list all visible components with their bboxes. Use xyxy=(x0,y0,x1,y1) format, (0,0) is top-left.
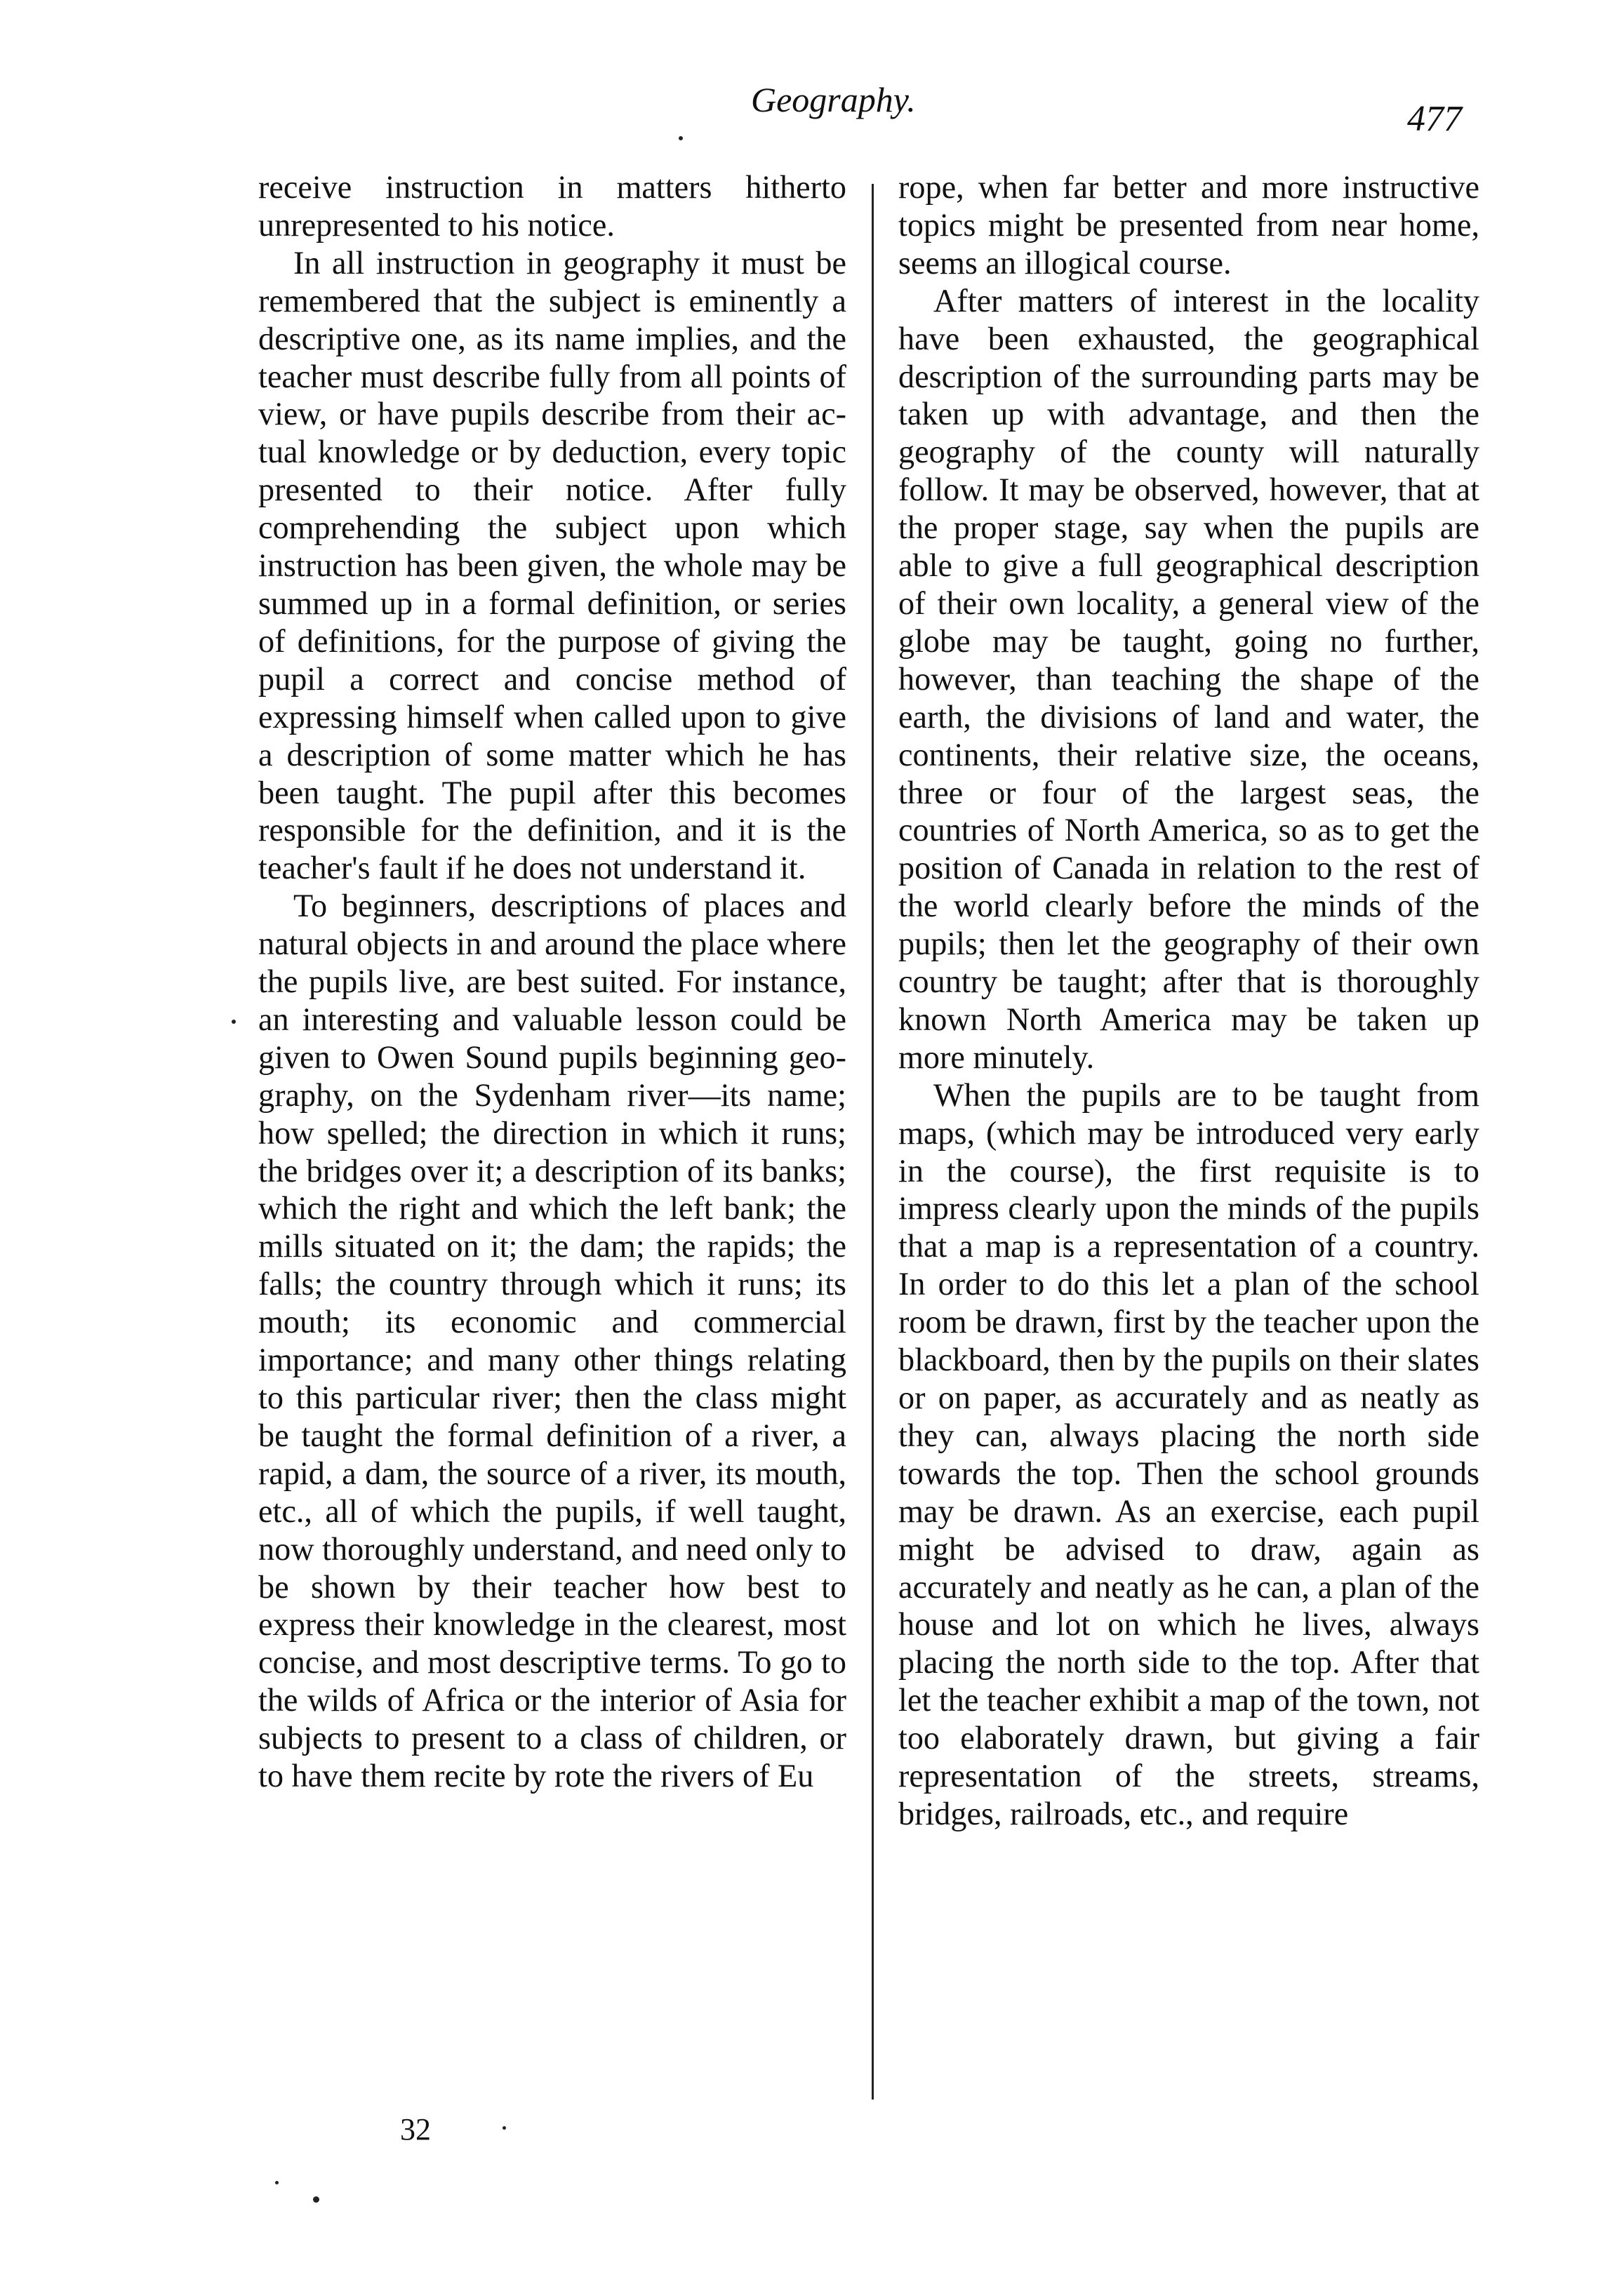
signature-mark: 32 xyxy=(400,2112,431,2147)
paragraph: receive instruction in matters hitherto unrepresented to his notice. xyxy=(258,169,846,243)
column-rule xyxy=(872,184,874,2100)
ink-speck xyxy=(502,2126,506,2130)
left-column xyxy=(258,168,846,1795)
ink-speck xyxy=(679,136,683,140)
paragraph: rope, when far better and more instructive topics might be presented from near home, seems an illogical course. xyxy=(898,169,1479,281)
paragraph: When the pupils are to be taught from maps, (which may be introduced very early in the course), the first requisite is to impress clearly upon the minds of the pupils that a map is a representation of a country. In order to do this let a plan of the school room be drawn, first by the teacher upon the blackboard, then by the pupils on their slates or on paper, as accurately and as neatly as they can, always placing the north side towards the top. Then the school grounds may be drawn. As an exercise, each pupil might be advised to draw, again as accurately and neatly as he can, a plan of the house and lot on which he lives, always placing the north side to the top. After that let the teacher exhibit a map of the town, not too elaborately drawn, but giving a fair representation of the streets, streams, bridges, railroads, etc., and require xyxy=(898,1076,1479,1831)
running-title: Geography. xyxy=(751,80,916,119)
ink-speck xyxy=(275,2181,279,2184)
ink-speck xyxy=(232,1020,236,1024)
page-number: 477 xyxy=(1407,99,1462,139)
paragraph: In all instruction in geography it must be remembered that the subject is eminently a descriptive one, as its name implies, and the teacher must describe fully from all points of view, or have pupils describe from their actual knowledge or by deduction, every topic presented to their notice. After fully comprehending the subject upon which instruction has been given, the whole may be summed up in a formal definition, or series of definitions, for the purpose of giving the pupil a correct and concise method of expressing himself when called upon to give a description of some matter which he has been taught. The pupil after this becomes responsible for the definition, and it is the teacher's fault if he does not understand it. xyxy=(258,244,846,886)
right-column xyxy=(898,168,1479,1833)
paragraph: To beginners, descriptions of places and natural objects in and around the place where the pupils live, are best suited. For instance, an interesting and valuable lesson could be given to Owen Sound pupils beginning geography, on the Sydenham river—its name; how spelled; the direction in which it runs; the bridges over it; a description of its banks; which the right and which the left bank; the mills situated on it; the dam; the rapids; the falls; the country through which it runs; its mouth; its economic and commercial importance; and many other things relating to this particular river; then the class might be taught the formal definition of a river, a rapid, a dam, the source of a river, its mouth, etc., all of which the pupils, if well taught, now thoroughly understand, and need only to be shown by their teacher how best to express their knowledge in the clearest, most concise, and most descriptive terms. To go to the wilds of Africa or the interior of Asia for subjects to present to a class of children, or to have them recite by rote the rivers of Eu xyxy=(258,888,846,1794)
paragraph: After matters of interest in the locality have been exhausted, the geographical description of the surrounding parts may be taken up with advantage, and then the geography of the county will naturally follow. It may be observed, however, that at the proper stage, say when the pupils are able to give a full geographical description of their own locality, a general view of the globe may be taught, going no further, however, than teaching the shape of the earth, the divisions of land and water, the continents, their relative size, the oceans, three or four of the largest seas, the countries of North America, so as to get the position of Canada in relation to the rest of the world clearly before the minds of the pupils; then let the geography of their own country be taught; after that is thoroughly known North America may be taken up more minutely. xyxy=(898,282,1479,1075)
ink-speck xyxy=(313,2196,319,2203)
